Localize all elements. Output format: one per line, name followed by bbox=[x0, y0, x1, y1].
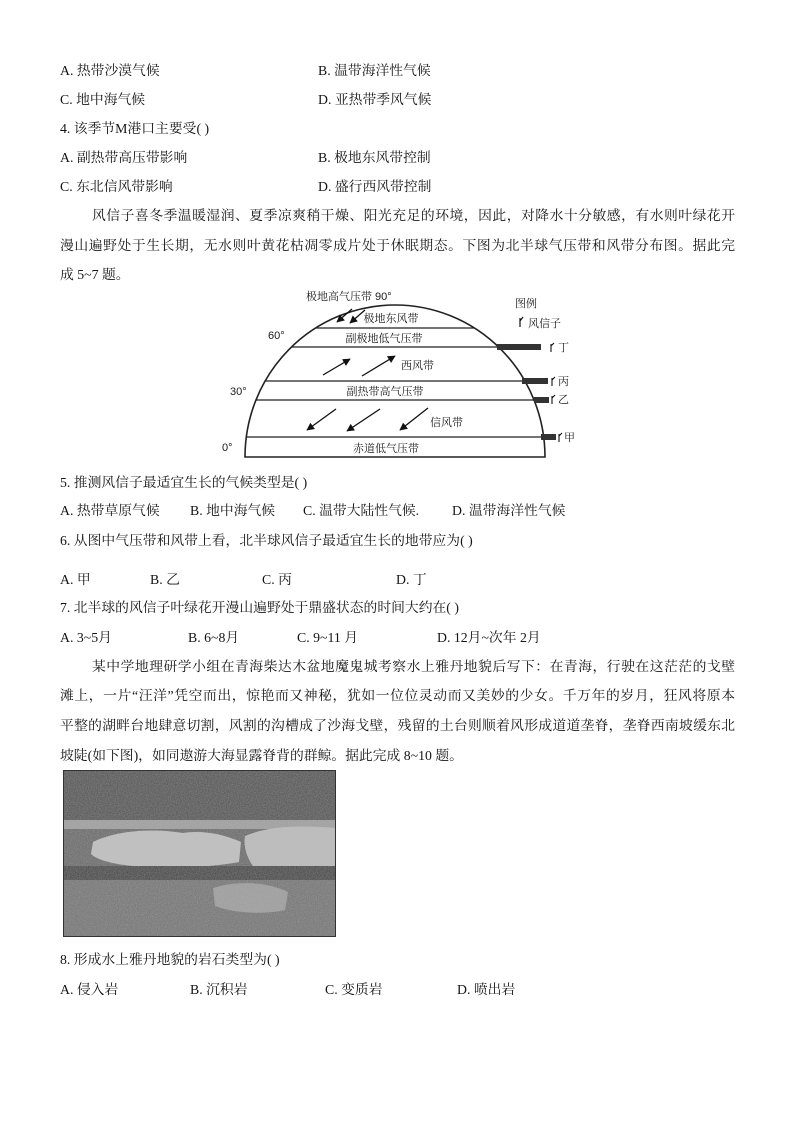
trade-wind-arrow bbox=[307, 409, 336, 430]
q8-option-a: A. 侵入岩 bbox=[60, 982, 119, 997]
q3-options-row-2 bbox=[60, 90, 740, 110]
q3-option-c: C. 地中海气候 bbox=[60, 92, 146, 107]
belt-label-subpolar-low: 副极地低气压带 bbox=[345, 333, 423, 345]
q3-option-a: A. 热带沙漠气候 bbox=[60, 63, 160, 78]
q7-option-d: D. 12月~次年 2月 bbox=[437, 630, 541, 645]
q7-stem: 7. 北半球的风信子叶绿花开漫山遍野处于鼎盛状态的时间大约在( ) bbox=[60, 600, 459, 615]
q6-option-c: C. 丙 bbox=[262, 572, 292, 587]
belt-label-polar-easterlies: 极地东风带 bbox=[363, 313, 419, 325]
q8-option-d: D. 喷出岩 bbox=[457, 982, 516, 997]
passage-1-line-3: 成 5~7 题。 bbox=[60, 267, 130, 282]
hyacinth-symbol-icon bbox=[559, 433, 562, 442]
passage-1-line-1: 风信子喜冬季温暖湿润、夏季凉爽稍干燥、阳光充足的环境，因此，对降水十分敏感，有水则叶绿花开 bbox=[92, 208, 735, 223]
trade-wind-arrow bbox=[400, 408, 428, 430]
q5-option-a: A. 热带草原气候 bbox=[60, 503, 160, 518]
q7-option-a: A. 3~5月 bbox=[60, 630, 112, 645]
q4-option-c: C. 东北信风带影响 bbox=[60, 179, 173, 194]
q8-stem: 8. 形成水上雅丹地貌的岩石类型为( ) bbox=[60, 952, 280, 967]
belt-label-westerlies: 西风带 bbox=[401, 360, 434, 372]
pressure-wind-belt-diagram bbox=[200, 285, 580, 465]
legend-title: 图例 bbox=[515, 298, 537, 310]
belt-label-subtropical-high: 副热带高气压带 bbox=[346, 386, 424, 398]
q6-option-d: D. 丁 bbox=[396, 572, 427, 587]
q5-option-d: D. 温带海洋性气候 bbox=[452, 503, 566, 518]
westerly-arrow bbox=[323, 359, 350, 375]
q4-option-a: A. 副热带高压带影响 bbox=[60, 150, 188, 165]
q4-options-row-2 bbox=[60, 177, 740, 197]
zone-label-bing: 丙 bbox=[558, 376, 569, 388]
q4-options-row-1 bbox=[60, 148, 740, 168]
latitude-60-label: 60° bbox=[268, 330, 285, 342]
passage-2-line-1: 某中学地理研学小组在青海柴达木盆地魔鬼城考察水上雅丹地貌后写下：在青海，行驶在这茫茫的戈壁 bbox=[92, 659, 735, 674]
belt-label-equatorial-low: 赤道低气压带 bbox=[353, 443, 419, 455]
passage-2-line-4: 坡陡(如下图)，如同遨游大海显露脊背的群鲸。据此完成 8~10 题。 bbox=[60, 748, 463, 763]
passage-1-line-2: 漫山遍野处于生长期，无水则叶黄花枯凋零成片处于休眠期态。下图为北半球气压带和风带分布图。据此完 bbox=[60, 238, 735, 253]
latitude-30-label: 30° bbox=[230, 386, 247, 398]
q3-options-row-1 bbox=[60, 61, 740, 81]
polar-high-label: 极地高气压带 90° bbox=[306, 291, 392, 303]
zone-bar-jia bbox=[541, 434, 556, 440]
q4-stem: 4. 该季节M港口主要受( ) bbox=[60, 121, 210, 136]
belt-label-trade-winds: 信风带 bbox=[430, 417, 463, 429]
passage-2-line-2: 滩上，一片“汪洋”凭空而出，惊艳而又神秘，犹如一位位灵动而又美妙的少女。千万年的岁月，狂风将原本 bbox=[60, 688, 735, 703]
q5-option-c: C. 温带大陆性气候. bbox=[303, 503, 420, 518]
latitude-0-label: 0° bbox=[222, 442, 233, 454]
zone-label-ding: 丁 bbox=[558, 342, 569, 354]
passage-2-line-3: 平整的湖畔台地肆意切割，风割的沟槽成了沙海戈壁，残留的土台则顺着风形成道道垄脊，垄脊西南坡缓东北 bbox=[60, 718, 735, 733]
q7-option-b: B. 6~8月 bbox=[188, 630, 240, 645]
trade-wind-arrow bbox=[347, 409, 380, 431]
q3-option-b: B. 温带海洋性气候 bbox=[318, 63, 431, 78]
q7-option-c: C. 9~11 月 bbox=[297, 630, 358, 645]
photo-grain-overlay bbox=[63, 770, 336, 937]
legend-symbol-label: 风信子 bbox=[528, 318, 561, 330]
hyacinth-symbol-icon bbox=[520, 317, 523, 327]
zone-bar-yi bbox=[534, 397, 549, 403]
q5-options-row bbox=[60, 501, 740, 521]
q6-options-row bbox=[60, 570, 740, 590]
zone-label-yi: 乙 bbox=[558, 394, 569, 406]
q7-options-row bbox=[60, 628, 740, 648]
q8-options-row bbox=[60, 980, 740, 1000]
q8-option-b: B. 沉积岩 bbox=[190, 982, 248, 997]
q6-option-b: B. 乙 bbox=[150, 572, 180, 587]
q4-option-d: D. 盛行西风带控制 bbox=[318, 179, 432, 194]
q3-option-d: D. 亚热带季风气候 bbox=[318, 92, 432, 107]
q4-option-b: B. 极地东风带控制 bbox=[318, 150, 431, 165]
hyacinth-symbol-icon bbox=[551, 343, 554, 352]
zone-bar-bing bbox=[522, 378, 548, 384]
q5-stem: 5. 推测风信子最适宜生长的气候类型是( ) bbox=[60, 475, 308, 490]
q8-option-c: C. 变质岩 bbox=[325, 982, 383, 997]
westerly-arrow bbox=[362, 356, 395, 376]
q6-option-a: A. 甲 bbox=[60, 572, 91, 587]
yardang-landform-photo bbox=[63, 770, 336, 937]
q6-stem: 6. 从图中气压带和风带上看，北半球风信子最适宜生长的地带应为( ) bbox=[60, 533, 473, 548]
q5-option-b: B. 地中海气候 bbox=[190, 503, 276, 518]
zone-bar-ding bbox=[497, 344, 541, 350]
hyacinth-symbol-icon bbox=[552, 395, 555, 404]
zone-label-jia: 甲 bbox=[564, 432, 575, 444]
hyacinth-symbol-icon bbox=[552, 377, 555, 386]
